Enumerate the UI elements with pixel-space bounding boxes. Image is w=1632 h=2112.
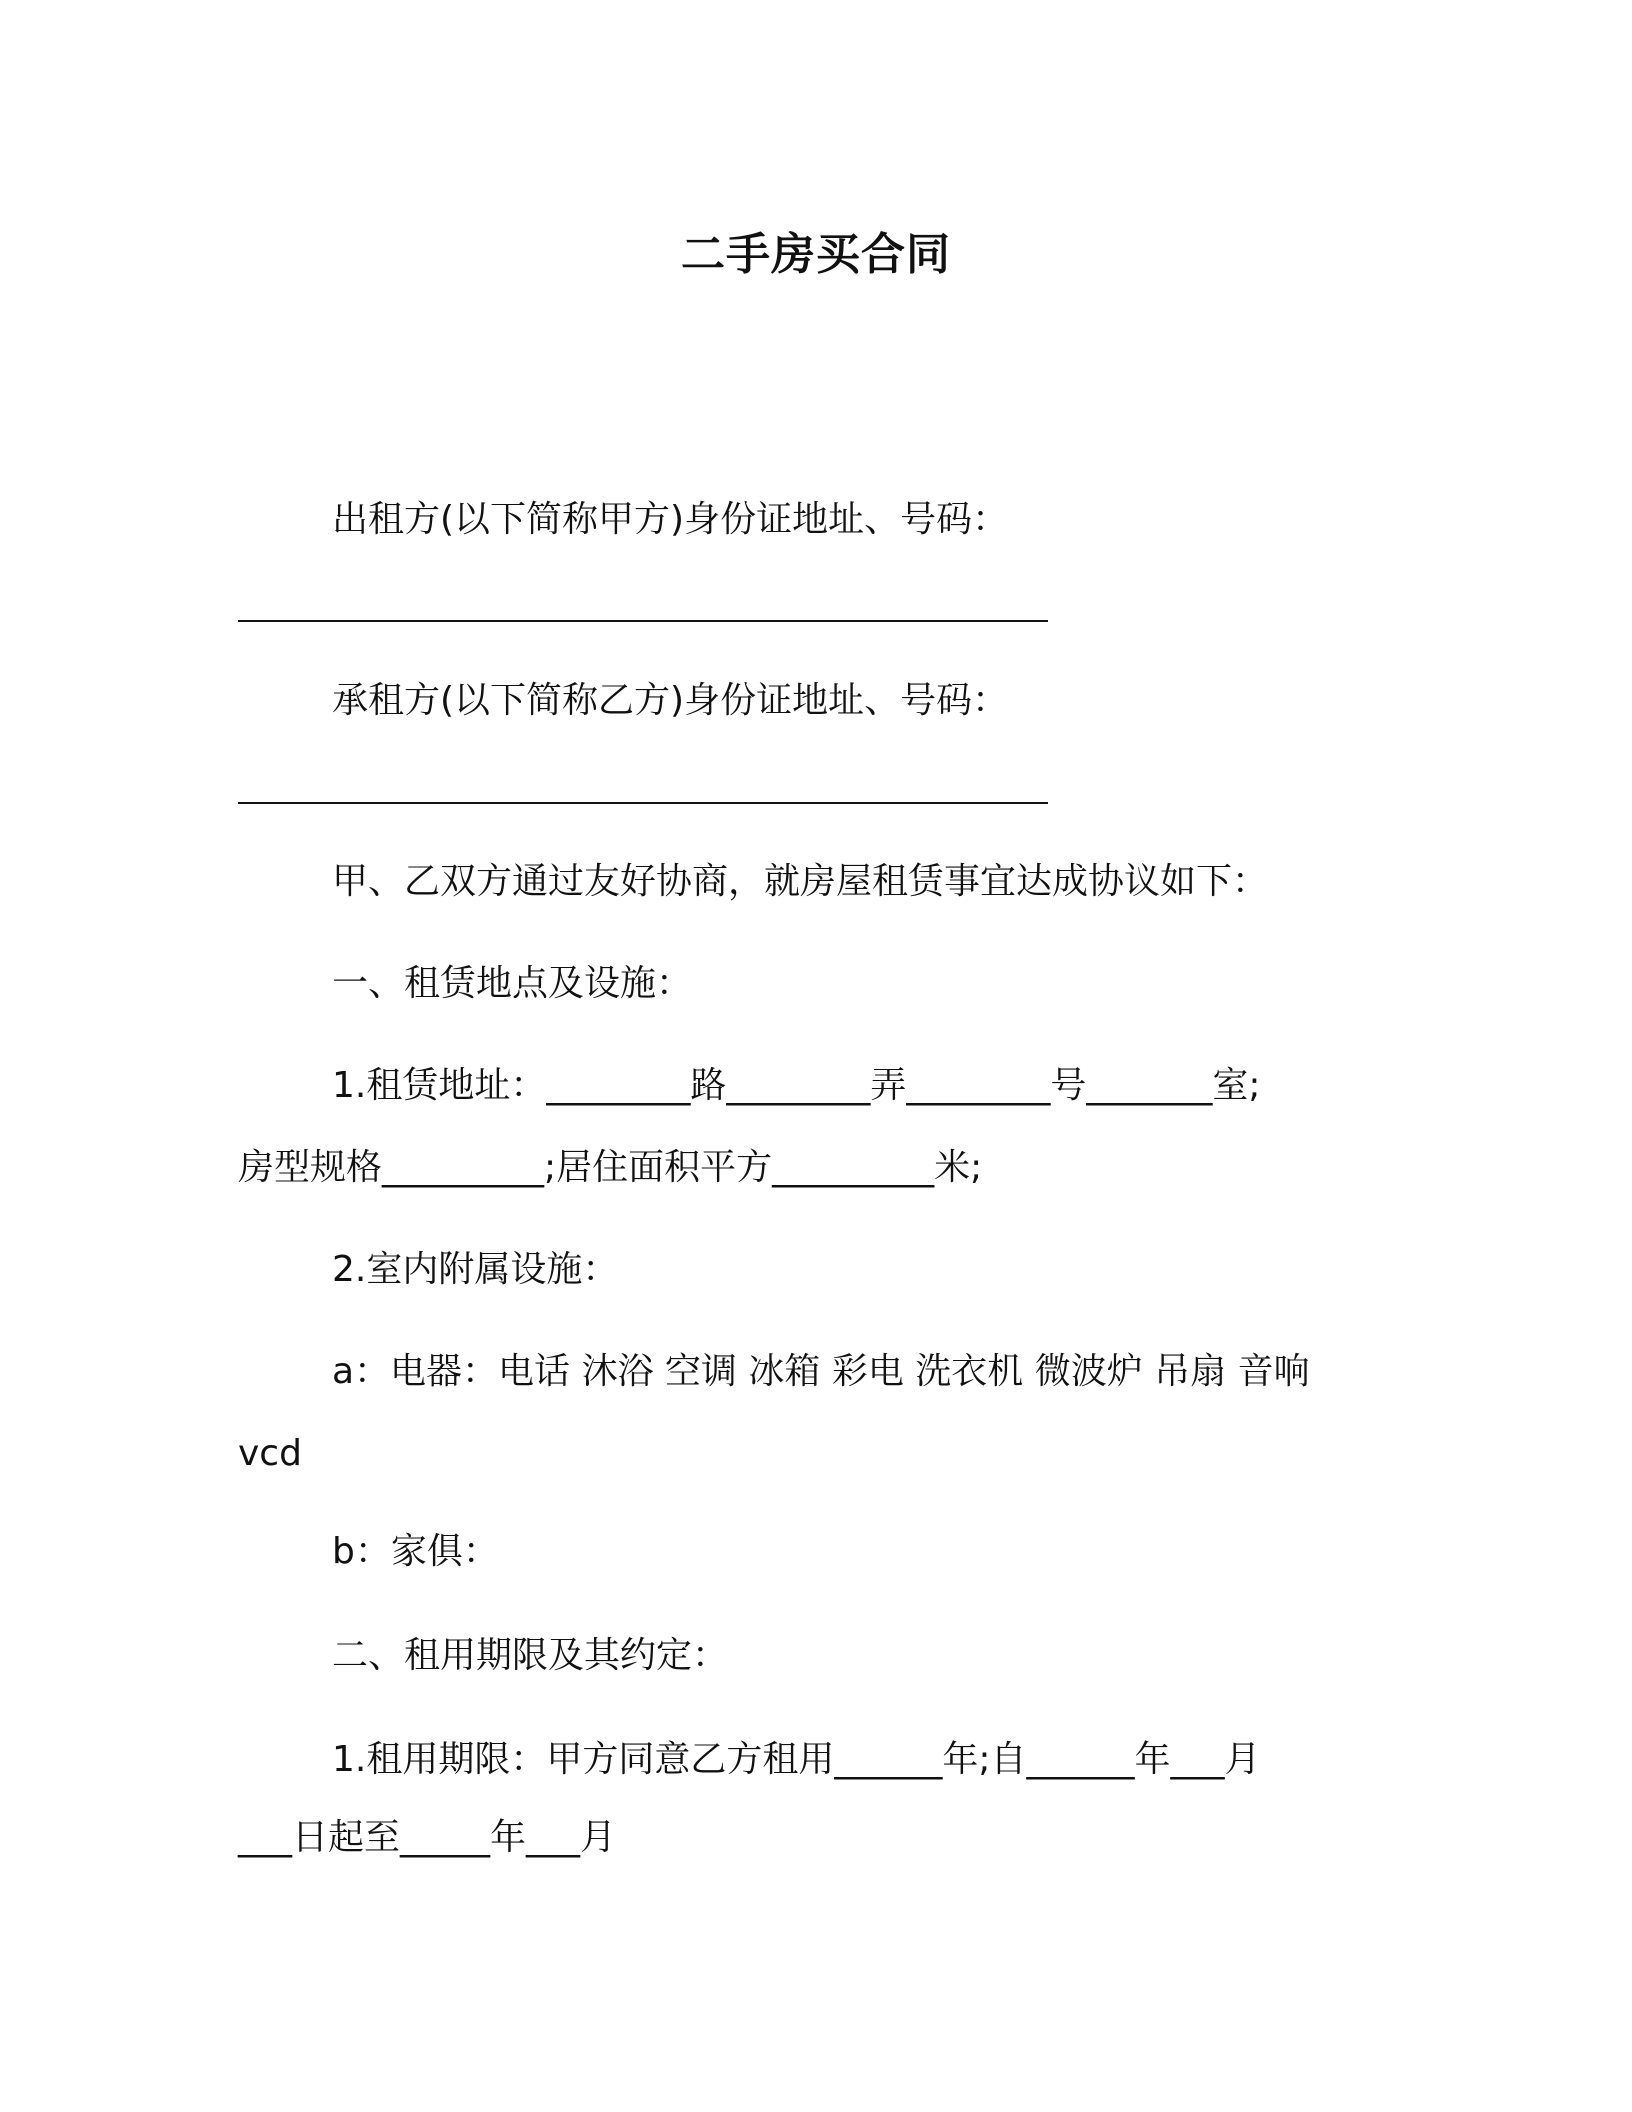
intro-line: 甲、乙双方通过友好协商，就房屋租赁事宜达成协议如下： (332, 861, 1269, 902)
lessor-blank-rule (238, 620, 1048, 622)
document-title: 二手房买合同 (681, 229, 951, 280)
lessee-line: 承租方(以下简称乙方)身份证地址、号码： (332, 680, 1009, 721)
furniture-line: b：家俱： (332, 1531, 499, 1572)
section-2-heading: 二、租用期限及其约定： (332, 1635, 729, 1676)
lessor-line: 出租方(以下简称甲方)身份证地址、号码： (332, 499, 1009, 540)
term-continuation: ___日起至_____年___月 (238, 1817, 617, 1858)
facilities-line: 2.室内附属设施： (332, 1249, 619, 1290)
appliances-line: a：电器：电话 沐浴 空调 冰箱 彩电 洗衣机 微波炉 吊扇 音响 (332, 1351, 1310, 1392)
appliances-continuation: vcd (238, 1433, 302, 1474)
layout-line: 房型规格_________;居住面积平方_________米; (238, 1147, 983, 1188)
lessee-blank-rule (238, 802, 1048, 804)
address-line: 1.租赁地址：________路________弄________号_______室; (332, 1065, 1261, 1106)
term-line: 1.租用期限：甲方同意乙方租用______年;自______年___月 (332, 1739, 1261, 1780)
section-1-heading: 一、租赁地点及设施： (332, 963, 693, 1004)
